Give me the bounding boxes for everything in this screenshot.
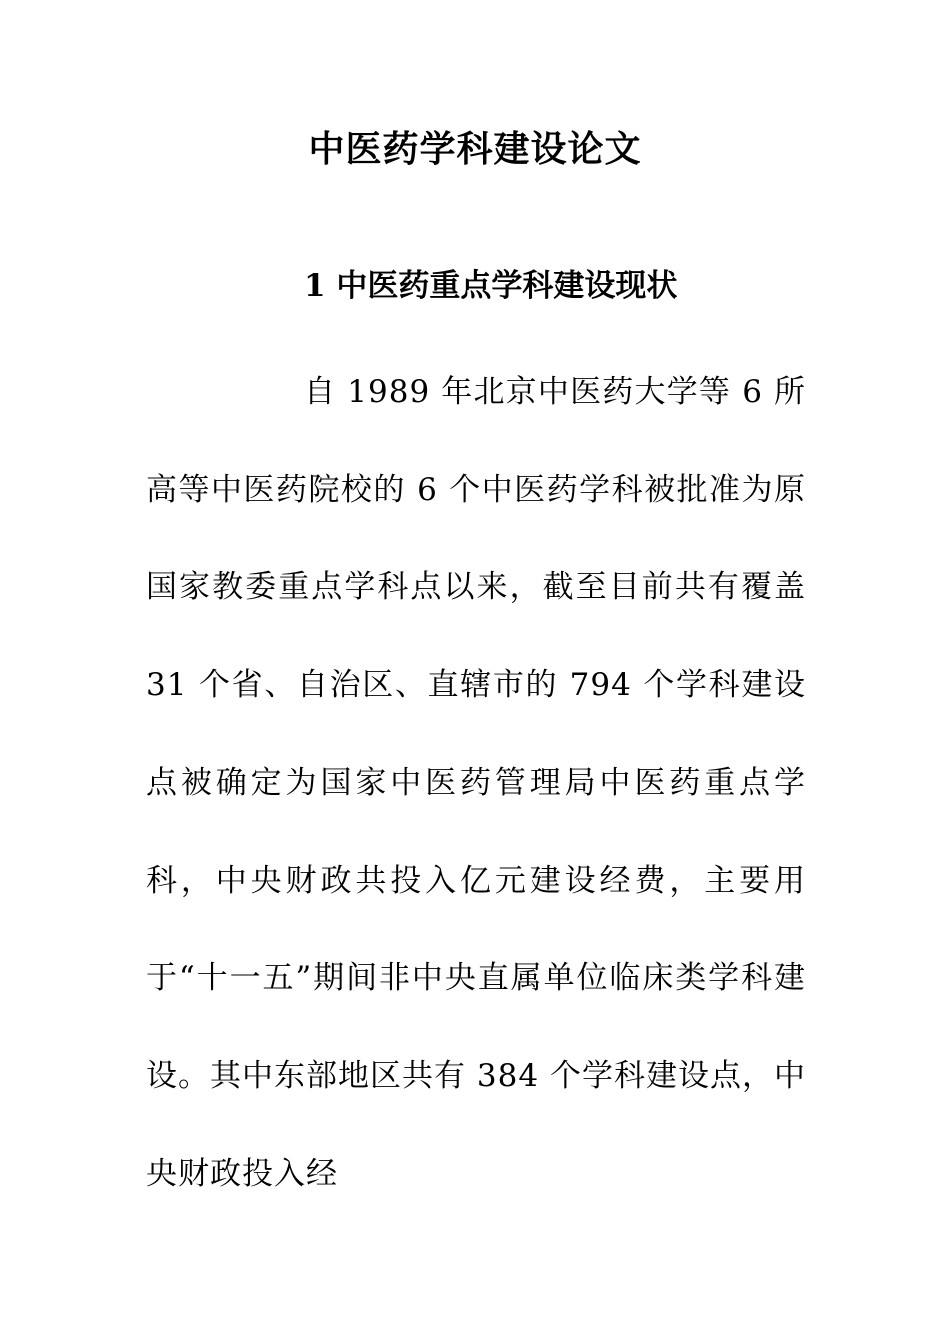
section-heading: 1 中医药重点学科建设现状 — [304, 268, 678, 304]
body-paragraph: 自 1989 年北京中医药大学等 6 所高等中医药院校的 6 个中医药学科被批准为原国家教委重点学科点以来，截至目前共有覆盖 31 个省、自治区、直辖市的 794 个学科建设点被确定为国家中医药管理局中医药重点学科，中央财政共投入亿元建设经费，主要用于“十一五”期间非中央直属单位临床类学科建设。其中东部地区共有 384 个学科建设点，中央财政投入经 — [146, 374, 806, 1192]
document-title: 中医药学科建设论文 — [308, 129, 642, 170]
